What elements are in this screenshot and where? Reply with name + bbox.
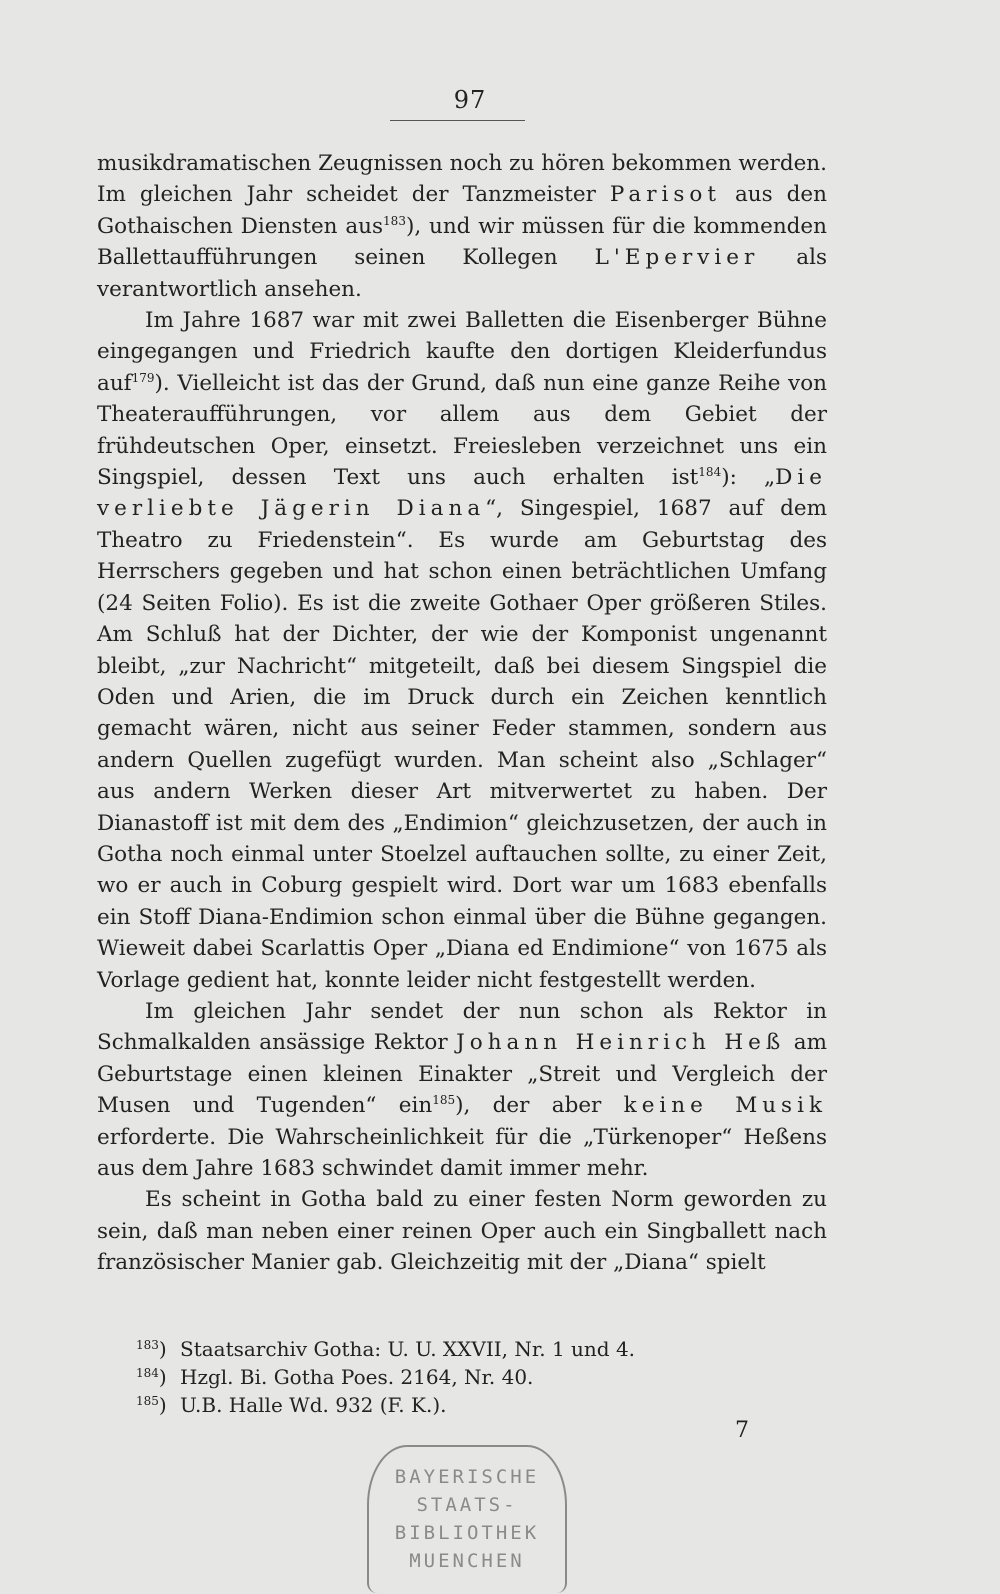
emphasized-text: L'Epervier xyxy=(594,245,760,271)
emphasized-text: Parisot xyxy=(609,182,721,208)
footnote-mark: $^{185}$) xyxy=(136,1393,167,1417)
library-stamp xyxy=(367,1445,567,1593)
paragraph xyxy=(97,996,827,1184)
footnote xyxy=(136,1363,736,1391)
footnote-mark: $^{184}$) xyxy=(136,1365,167,1389)
footnotes xyxy=(136,1335,736,1419)
emphasized-text: Johann Heinrich Heß xyxy=(456,1030,786,1056)
text-run: ), der aber xyxy=(455,1093,624,1119)
text-run: Es scheint in Gotha bald zu einer festen Norm geworden zu sein, daß man neben einer reinen Oper auch ein Singballett nach französischer Manier gab. Gleichzeitig mit der „Diana“ spielt xyxy=(97,1187,827,1276)
signature-mark: 7 xyxy=(735,1418,749,1443)
footnote xyxy=(136,1391,736,1419)
footnote-reference: 179 xyxy=(131,370,155,385)
text-run: Im Jahre 1687 war mit zwei Balletten die Eisenberger Bühne eingegangen und Friedrich kaufte den dortigen Kleiderfundus auf xyxy=(97,308,827,396)
text-run: erforderte. Die Wahrscheinlichkeit für die „Türkenoper“ Heßens aus dem Jahre 1683 schwindet damit immer mehr. xyxy=(97,1124,827,1181)
paragraph xyxy=(97,1184,827,1278)
emphasized-text: Die verliebte Jägerin Diana xyxy=(97,465,827,522)
stamp-line: BAYERISCHE xyxy=(394,1466,540,1488)
footnote-reference: 184 xyxy=(698,465,722,480)
body-text xyxy=(97,148,827,1279)
footnote-text: Hzgl. Bi. Gotha Poes. 2164, Nr. 40. xyxy=(180,1365,534,1389)
text-run: musikdramatischen Zeugnissen noch zu hören bekommen werden. Im gleichen Jahr scheidet der Tanzmeister xyxy=(97,151,827,208)
emphasized-text: keine Musik xyxy=(623,1093,827,1119)
stamp-line: MUENCHEN xyxy=(409,1550,525,1572)
stamp-line: STAATS- xyxy=(416,1494,518,1516)
stamp-line: BIBLIOTHEK xyxy=(394,1522,540,1544)
paragraph xyxy=(97,305,827,996)
text-run: “, Singespiel, 1687 auf dem Theatro zu Friedenstein“. Es wurde am Geburtstag des Herrschers gegeben und hat schon einen beträchtlichen Umfang (24 Seiten Folio). Es ist die zweite Gothaer Oper größeren Stiles. Am Schluß hat der Dichter, der wie der Komponist ungenannt bleibt, „zur Nachricht“ mitgeteilt, daß bei diesem Singspiel die Oden und Arien, die im Druck durch ein Zeichen kenntlich gemacht wären, nicht aus seiner Feder stammen, sondern aus andern Quellen zugefügt wurden. Man scheint also „Schlager“ aus andern Werken dieser Art mitverwertet zu haben. Der Dianastoff ist mit dem des „Endimion“ gleichzusetzen, der auch in Gotha noch einmal unter Stoelzel auftauchen sollte, zu einer Zeit, wo er auch in Coburg gespielt wird. Dort war um 1683 ebenfalls ein Stoff Diana-Endimion schon einmal über die Bühne gegangen. Wieweit dabei Scarlattis Oper „Diana ed Endimione“ von 1675 als Vorlage gedient hat, konnte leider nicht festgestellt werden. xyxy=(97,496,827,993)
paragraph xyxy=(97,148,827,305)
page-number-rule xyxy=(390,120,525,121)
text-run: ), und wir müssen für die kommenden Ballettaufführungen seinen Kollegen xyxy=(97,213,827,271)
text-run: ). Vielleicht ist das der Grund, daß nun eine ganze Reihe von Theateraufführungen, vor allem aus dem Gebiet der frühdeutschen Oper, einsetzt. Freiesleben verzeichnet uns ein Singspiel, dessen Text uns auch erhalten ist xyxy=(97,370,827,491)
footnote xyxy=(136,1335,736,1363)
footnote-reference: 185 xyxy=(432,1093,456,1108)
footnote-text: Staatsarchiv Gotha: U. U. XXVII, Nr. 1 und 4. xyxy=(180,1337,636,1361)
text-run: Im gleichen Jahr sendet der nun schon als Rektor in Schmalkalden ansässige Rektor xyxy=(97,998,827,1056)
text-run: am Geburtstage einen kleinen Einakter „Streit und Vergleich der Musen und Tugenden“ ein xyxy=(97,1030,827,1119)
footnote-mark: $^{183}$) xyxy=(136,1337,167,1361)
text-run: aus den Gothaischen Diensten aus xyxy=(97,182,827,239)
text-run: ): „ xyxy=(721,465,776,491)
footnote-reference: 183 xyxy=(383,213,406,228)
footnote-text: U.B. Halle Wd. 932 (F. K.). xyxy=(180,1393,447,1417)
text-run: als verantwortlich ansehen. xyxy=(97,245,828,302)
page-number: 97 xyxy=(453,86,487,114)
